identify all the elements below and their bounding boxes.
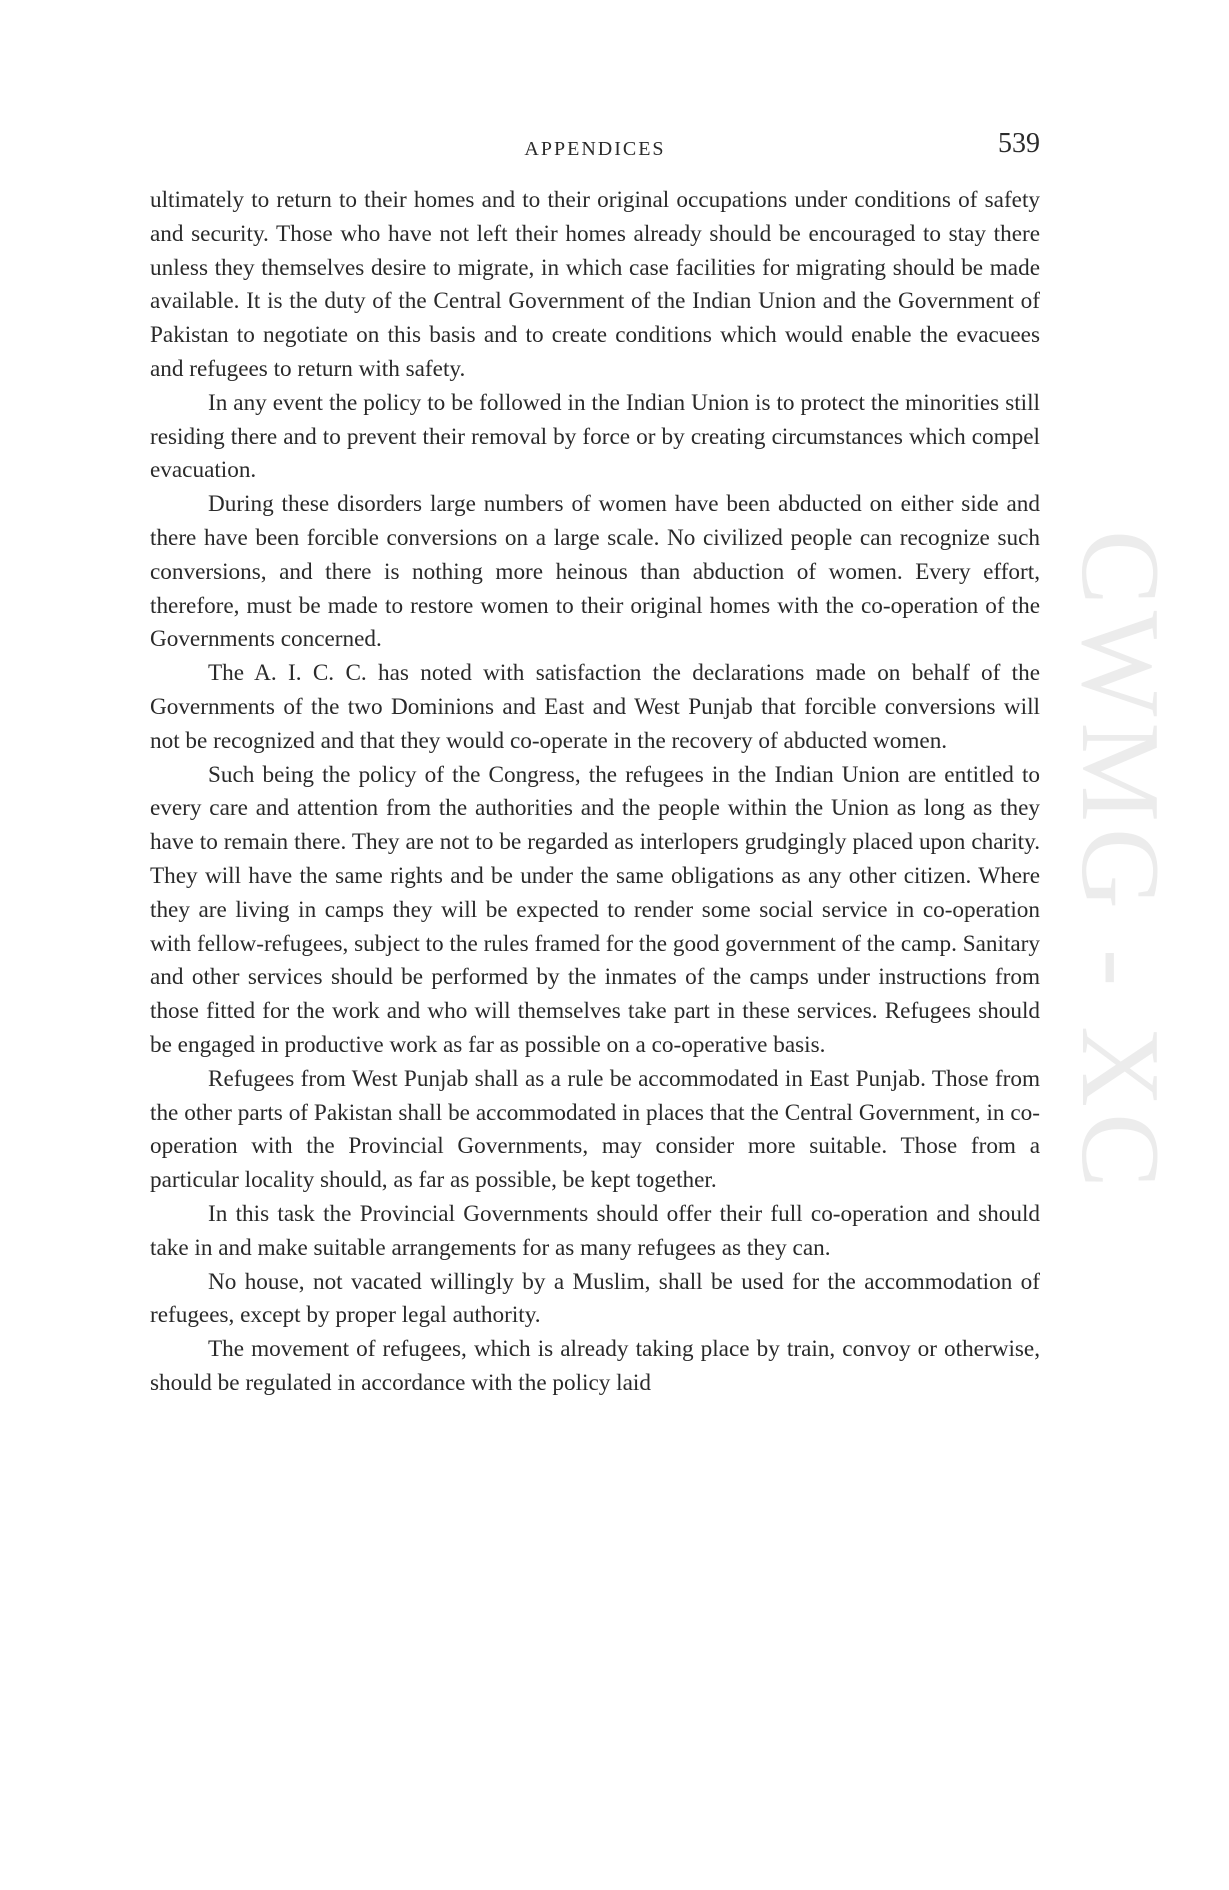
page-header (150, 128, 1040, 168)
paragraph-9: The movement of refugees, which is already taking place by train, convoy or otherwise, should be regulated in accordance with the policy laid (150, 1336, 1040, 1396)
paragraph-5: Such being the policy of the Congress, the refugees in the Indian Union are entitled to every care and attention from the authorities and the people within the Union as long as they have to remain there. They are not to be regarded as interlopers grudgingly placed upon charity. They will have the same rights and be under the same obligations as any other citizen. Where they are living in camps they will be expected to render some social service in co-operation with fellow-refugees, subject to the rules framed for the good government of the camp. Sanitary and other services should be performed by the inmates of the camps under instructions from those fitted for the work and who will themselves take part in these services. Refugees should be engaged in productive work as far as possible on a co-operative basis. (150, 761, 1040, 1058)
paragraph-4: The A. I. C. C. has noted with satisfaction the declarations made on behalf of the Governments of the two Dominions and East and West Punjab that forcible conversions will not be recognized and that they would co-operate in the recovery of abducted women. (150, 660, 1040, 754)
paragraph-6: Refugees from West Punjab shall as a rule be accommodated in East Punjab. Those from the other parts of Pakistan shall be accommodated in places that the Central Government, in co-operation with the Provincial Governments, may consider more suitable. Those from a particular locality should, as far as possible, be kept together. (150, 1065, 1040, 1194)
watermark: CWMG - XC (1058, 530, 1182, 1194)
paragraph-1: ultimately to return to their homes and to their original occupations under conditions of safety and security. Those who have not left their homes already should be encouraged to stay there unless they themselves desire to migrate, in which case facilities for migrating should be made available. It is the duty of the Central Government of the Indian Union and the Government of Pakistan to negotiate on this basis and to create conditions which would enable the evacuees and refugees to return with safety. (150, 187, 1040, 382)
paragraph-8: No house, not vacated willingly by a Muslim, shall be used for the accommodation of refugees, except by proper legal authority. (150, 1268, 1040, 1329)
paragraph-3: During these disorders large numbers of women have been abducted on either side and there have been forcible conversions on a large scale. No civilized people can recognize such conversions, and there is nothing more heinous than abduction of women. Every effort, therefore, must be made to restore women to their original homes with the co-operation of the Governments concerned. (150, 491, 1040, 653)
paragraph-2: In any event the policy to be followed in the Indian Union is to protect the minorities still residing there and to prevent their removal by force or by creating circumstances which compel evacuation. (150, 389, 1040, 484)
running-head: APPENDICES (524, 138, 666, 160)
paragraph-7: In this task the Provincial Governments should offer their full co-operation and should take in and make suitable arrangements for as many refugees as they can. (150, 1200, 1040, 1261)
page-number: 539 (998, 128, 1040, 159)
body-text (150, 184, 1040, 1401)
